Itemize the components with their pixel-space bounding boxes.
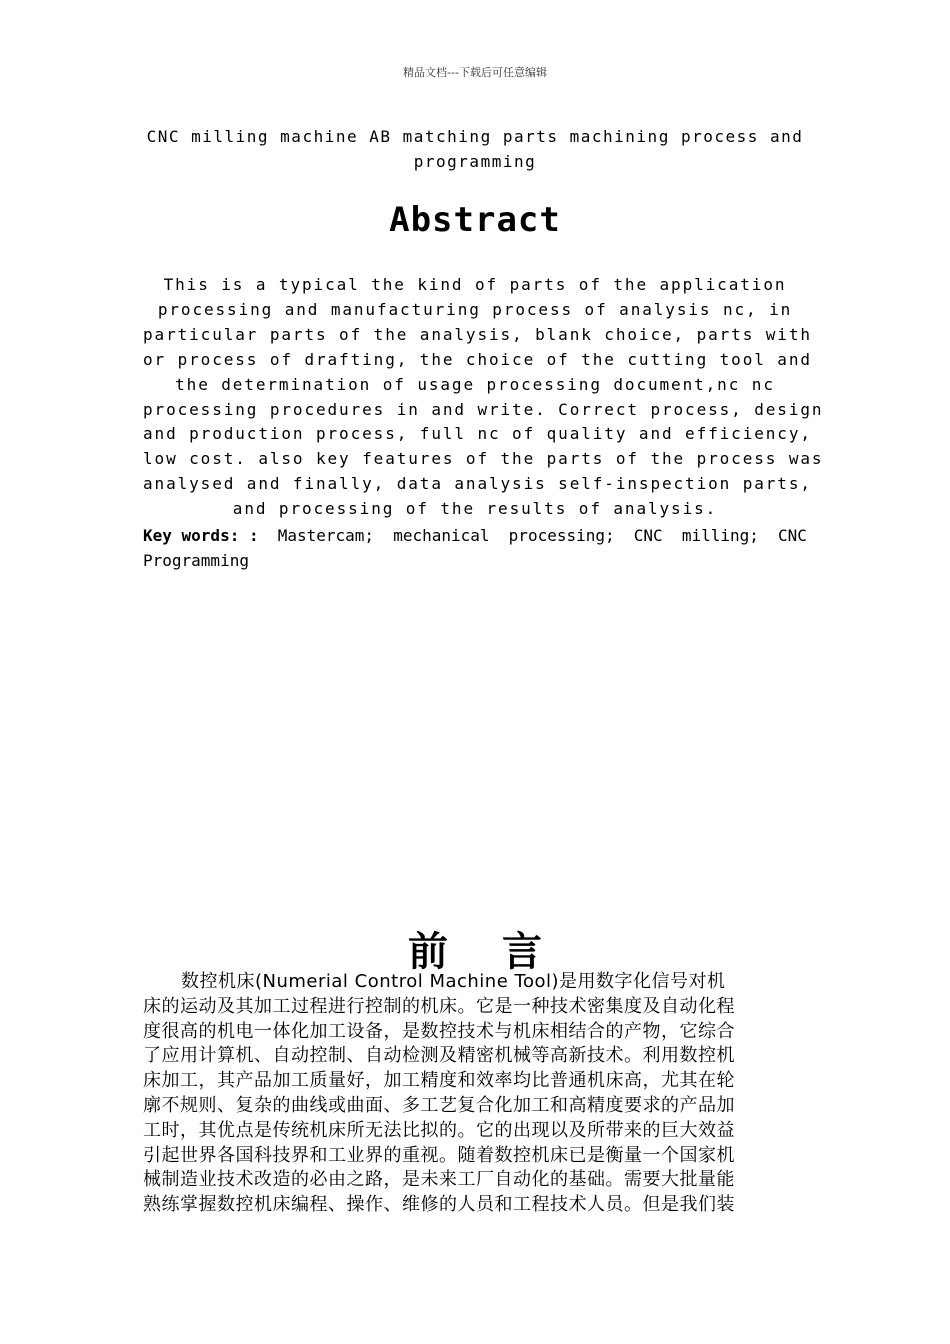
keywords-label: Key words: :: [143, 526, 259, 545]
keyword-token: processing;: [508, 526, 615, 545]
abstract-line: particular parts of the analysis, blank choice, parts with: [143, 324, 812, 344]
keyword-token: CNC: [778, 526, 807, 545]
keywords-continuation: Programming: [143, 551, 249, 570]
preface-line: 械制造业技术改造的必由之路，是未来工厂自动化的基础。需要大批量能: [143, 1169, 735, 1191]
keywords: [143, 523, 807, 573]
keyword-token: milling;: [681, 526, 759, 545]
preface-heading: 前言: [408, 929, 596, 975]
abstract-line: and production process, full nc of quality and efficiency,: [143, 424, 812, 444]
preface-line: 床加工，其产品加工质量好，加工精度和效率均比普通机床高，尤其在轮: [143, 1070, 735, 1092]
preface-line: 了应用计算机、自动控制、自动检测及精密机械等高新技术。利用数控机: [143, 1045, 735, 1067]
title-line: programming: [413, 152, 537, 171]
abstract-line: analysed and finally, data analysis self-inspection parts,: [143, 474, 812, 494]
abstract-line: low cost. also key features of the parts of the process was: [143, 449, 824, 469]
page-header: 精品文档---下载后可任意编辑: [403, 66, 547, 79]
preface-line: 工时，其优点是传统机床所无法比拟的。它的出现以及所带来的巨大效益: [143, 1119, 735, 1141]
title-line: CNC milling machine AB matching parts machining process and: [146, 127, 804, 146]
preface-body: [143, 970, 813, 1218]
abstract-line: processing and manufacturing process of analysis nc, in: [157, 299, 793, 319]
preface-line: 度很高的机电一体化加工设备，是数控技术与机床相结合的产物，它综合: [143, 1020, 735, 1042]
keyword-token: Mastercam;: [277, 526, 375, 545]
keyword-token: mechanical: [393, 526, 490, 545]
keyword-token: CNC: [633, 526, 663, 545]
abstract-line: and processing of the results of analysis.: [232, 499, 718, 519]
abstract-line: This is a typical the kind of parts of the application: [163, 275, 787, 294]
abstract-line: the determination of usage processing document,nc nc: [175, 374, 775, 394]
preface-line: 数控机床(Numerial Control Machine Tool)是用数字化信号对机: [181, 971, 726, 992]
abstract-line: or process of drafting, the choice of the cutting tool and: [143, 349, 812, 369]
abstract-body: [143, 273, 824, 522]
keywords-row: [143, 523, 807, 548]
preface-line: 床的运动及其加工过程进行控制的机床。它是一种技术密集度及自动化程: [143, 995, 735, 1017]
preface-line: 廓不规则、复杂的曲线或曲面、多工艺复合化加工和高精度要求的产品加: [143, 1094, 735, 1116]
abstract-line: processing procedures in and write. Correct process, design: [143, 399, 824, 419]
preface-line: 引起世界各国科技界和工业界的重视。随着数控机床已是衡量一个国家机: [143, 1144, 735, 1166]
document-title: [140, 124, 810, 174]
abstract-heading: Abstract: [389, 200, 561, 240]
preface-line: 熟练掌握数控机床编程、操作、维修的人员和工程技术人员。但是我们装: [143, 1194, 735, 1216]
